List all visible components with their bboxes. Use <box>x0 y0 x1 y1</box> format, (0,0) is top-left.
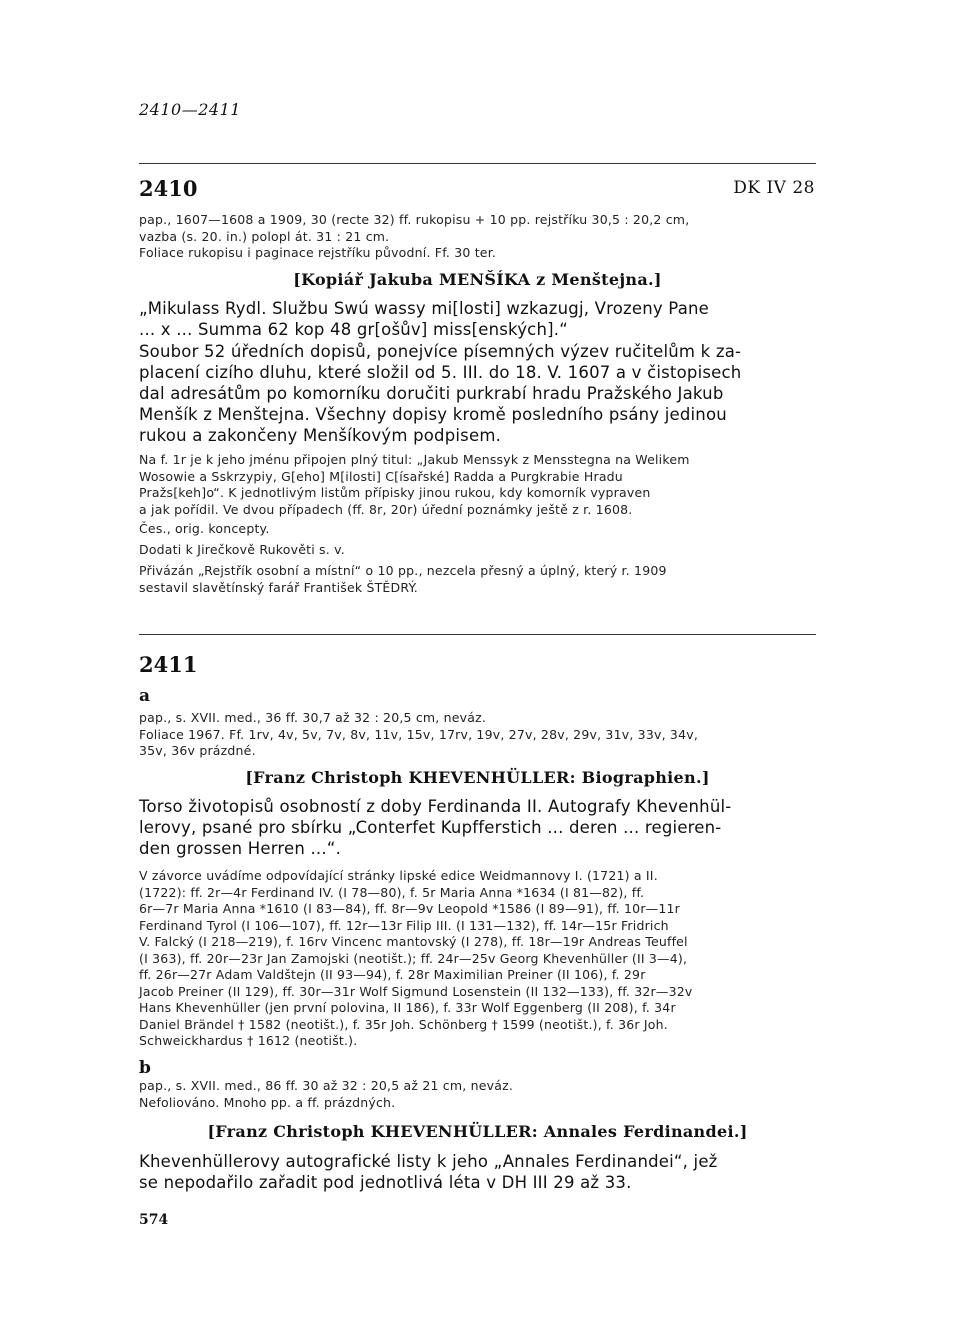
text-line: a jak pořídil. Ve dvou případech (ff. 8r, 20r) úřední poznámky ještě z r. 1608. <box>139 501 633 517</box>
description-2410 <box>139 341 816 446</box>
note-title-2410 <box>139 452 816 518</box>
text-line: den grossen Herren ...“. <box>139 839 342 858</box>
text-line: pap., s. XVII. med., 36 ff. 30,7 až 32 : 20,5 cm, neváz. <box>139 710 487 725</box>
shelfmark: DK IV 28 <box>733 178 815 198</box>
text-line: Na f. 1r je k jeho jménu připojen plný titul: „Jakub Menssyk z Mensstegna na Welikem <box>139 452 690 467</box>
entry-title-2411b: [Franz Christoph KHEVENHÜLLER: Annales Ferdinandei.] <box>207 1122 748 1141</box>
text-line: 6r—7r Maria Anna *1610 (I 83—84), ff. 8r—9v Leopold *1586 (I 89—91), ff. 10r—11r <box>139 901 681 916</box>
part-letter-a: a <box>139 686 151 706</box>
text-line: pap., s. XVII. med., 86 ff. 30 až 32 : 20,5 až 21 cm, neváz. <box>139 1078 513 1093</box>
physical-description-2411a <box>139 710 816 760</box>
note-index-2410 <box>139 563 816 596</box>
text-line: Foliace 1967. Ff. 1rv, 4v, 5v, 7v, 8v, 11v, 15v, 17rv, 19v, 27v, 28v, 29v, 31v, 33v, 34v, <box>139 726 699 742</box>
entry-title-2410: [Kopiář Jakuba MENŠÍKA z Menštejna.] <box>293 270 662 289</box>
text-line: lerovy, psané pro sbírku „Conterfet Kupfferstich ... deren ... regieren- <box>139 818 722 837</box>
text-line: Přivázán „Rejstřík osobní a místní“ o 10 pp., nezcela přesný a úplný, který r. 1909 <box>139 563 667 578</box>
text-line: Khevenhüllerovy autografické listy k jeho „Annales Ferdinandei“, jež <box>139 1152 718 1171</box>
text-line: pap., 1607—1608 a 1909, 30 (recte 32) ff. rukopisu + 10 pp. rejstříku 30,5 : 20,2 cm, <box>139 212 690 227</box>
running-head: 2410—2411 <box>139 100 241 119</box>
text-line: 35v, 36v prázdné. <box>139 743 256 758</box>
entry-title-2411a: [Franz Christoph KHEVENHÜLLER: Biographien.] <box>245 768 710 787</box>
text-line: (1722): ff. 2r—4r Ferdinand IV. (I 78—80), f. 5r Maria Anna *1634 (I 81—82), ff. <box>139 884 645 900</box>
text-line: dal adresátům po komorníku doručiti purkrabí hradu Pražského Jakub <box>139 384 724 403</box>
text-line: Foliace rukopisu i paginace rejstříku původní. Ff. 30 ter. <box>139 245 497 260</box>
text-line: vazba (s. 20. in.) polopl át. 31 : 21 cm. <box>139 228 390 244</box>
text-line: se nepodařilo zařadit pod jednotlivá léta v DH III 29 až 33. <box>139 1173 632 1192</box>
incipit-2410 <box>139 298 816 340</box>
note-language-2410: Čes., orig. koncepty. <box>139 521 270 536</box>
description-2411b <box>139 1151 816 1193</box>
text-line: ... x ... Summa 62 kop 48 gr[ošův] miss[enských].“ <box>139 320 568 339</box>
text-line: Soubor 52 úředních dopisů, ponejvíce písemných výzev ručitelům k za- <box>139 342 742 361</box>
text-line: Ferdinand Tyrol (I 106—107), ff. 12r—13r Filip III. (I 131—132), ff. 14r—15r Fridrich <box>139 917 669 933</box>
physical-description-2410 <box>139 212 816 262</box>
text-line: Torso životopisů osobností z doby Ferdinanda II. Autografy Khevenhül- <box>139 797 732 816</box>
contents-2411a <box>139 868 816 1050</box>
text-line: Jacob Preiner (II 129), ff. 30r—31r Wolf Sigmund Losenstein (II 132—133), ff. 32r—32v <box>139 983 693 999</box>
entry-divider <box>139 634 816 635</box>
text-line: rukou a zakončeny Menšíkovým podpisem. <box>139 426 502 445</box>
physical-description-2411b <box>139 1078 816 1111</box>
text-line: V. Falcký (I 218—219), f. 16rv Vincenc mantovský (I 278), ff. 18r—19r Andreas Teuffel <box>139 934 688 949</box>
text-line: V závorce uvádíme odpovídající stránky lipské edice Weidmannovy I. (1721) a II. <box>139 868 658 883</box>
entry-number-2411: 2411 <box>139 652 198 677</box>
description-2411a <box>139 796 816 859</box>
text-line: Wosowie a Sskrzypiy, G[eho] M[ilosti] C[ísařské] Radda a Purgkrabie Hradu <box>139 468 623 484</box>
note-reference-2410: Dodati k Jirečkově Rukověti s. v. <box>139 542 345 557</box>
text-line: sestavil slavětínský farář František ŠTĚDRÝ. <box>139 579 418 595</box>
text-line: Pražs[keh]o“. K jednotlivým listům přípisky jinou rukou, kdy komorník vypraven <box>139 485 651 500</box>
page-number: 574 <box>139 1212 169 1228</box>
text-line: Hans Khevenhüller (jen první polovina, II 186), f. 33r Wolf Eggenberg (II 208), f. 34r <box>139 1000 676 1015</box>
text-line: Schweickhardus † 1612 (neotišt.). <box>139 1033 358 1048</box>
text-line: (I 363), ff. 20r—23r Jan Zamojski (neotišt.); ff. 24r—25v Georg Khevenhüller (II 3—4), <box>139 950 688 966</box>
part-letter-b: b <box>139 1058 151 1078</box>
text-line: Menšík z Menštejna. Všechny dopisy kromě posledního psány jedinou <box>139 405 727 424</box>
text-line: „Mikulass Rydl. Službu Swú wassy mi[losti] wzkazugj, Vrozeny Pane <box>139 299 710 318</box>
text-line: Nefoliováno. Mnoho pp. a ff. prázdných. <box>139 1094 396 1110</box>
text-line: ff. 26r—27r Adam Valdštejn (II 93—94), f. 28r Maximilian Preiner (II 106), f. 29r <box>139 967 646 982</box>
entry-number-2410: 2410 <box>139 176 198 201</box>
text-line: Daniel Brändel † 1582 (neotišt.), f. 35r Joh. Schönberg † 1599 (neotišt.), f. 36r Joh. <box>139 1016 668 1032</box>
top-divider <box>139 163 816 164</box>
text-line: placení cizího dluhu, které složil od 5. III. do 18. V. 1607 a v čistopisech <box>139 363 742 382</box>
